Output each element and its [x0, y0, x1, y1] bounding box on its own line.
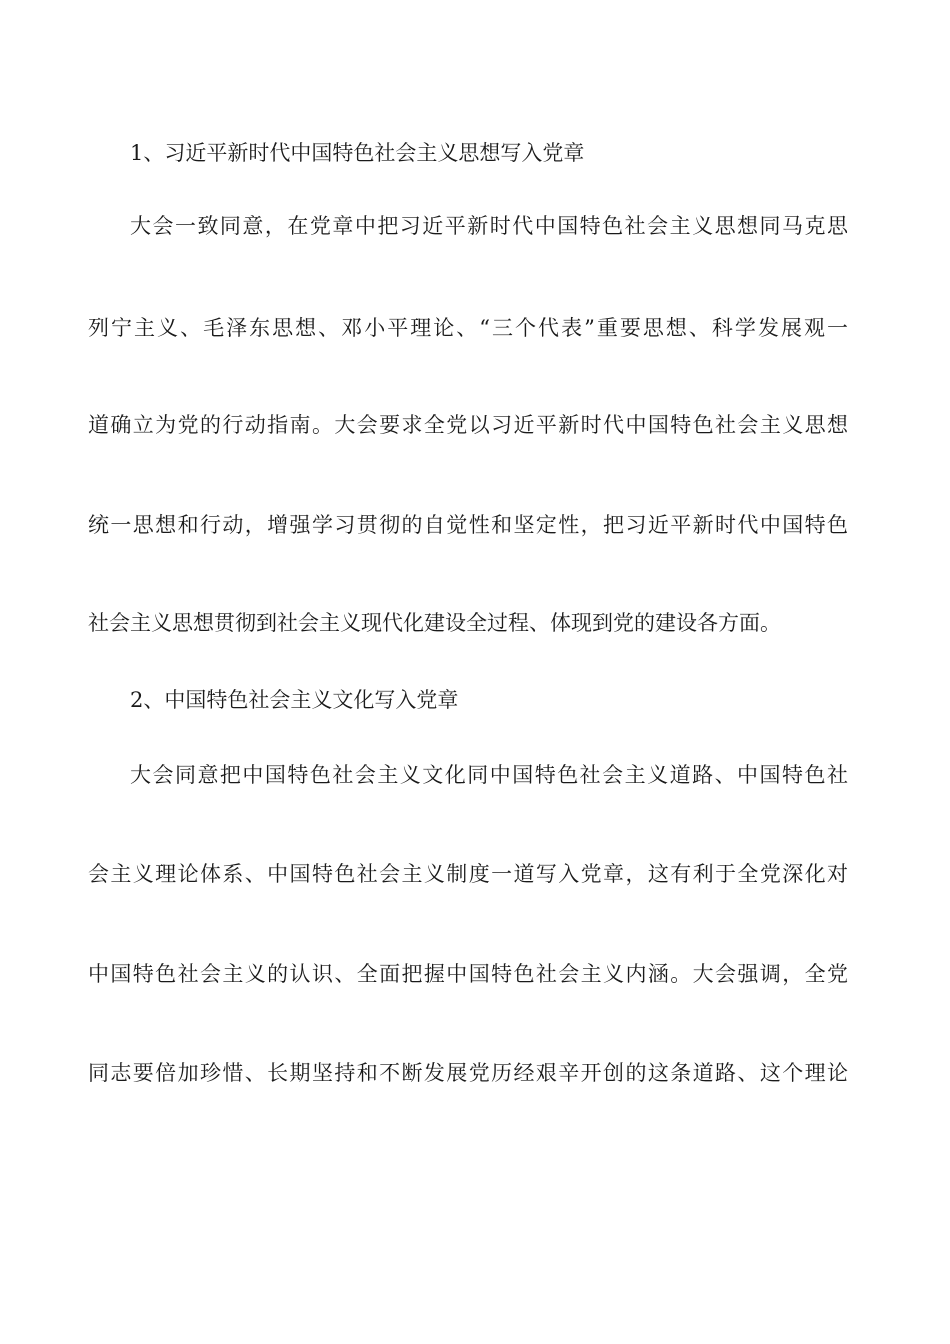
- section-2-paragraph-line: 大会同意把中国特色社会主义文化同中国特色社会主义道路、中国特色社: [130, 763, 848, 787]
- section-1-paragraph-line: 列宁主义、毛泽东思想、邓小平理论、“三个代表”重要思想、科学发展观一: [88, 316, 848, 340]
- section-2-heading: 2、中国特色社会主义文化写入党章: [130, 688, 459, 712]
- section-1-paragraph-line: 统一思想和行动，增强学习贯彻的自觉性和坚定性，把习近平新时代中国特色: [88, 513, 848, 537]
- section-1-paragraph-line: 大会一致同意，在党章中把习近平新时代中国特色社会主义思想同马克思: [130, 214, 848, 238]
- section-1-heading: 1、习近平新时代中国特色社会主义思想写入党章: [130, 141, 585, 165]
- section-1-paragraph-line: 社会主义思想贯彻到社会主义现代化建设全过程、体现到党的建设各方面。: [88, 611, 781, 635]
- section-2-paragraph-line: 中国特色社会主义的认识、全面把握中国特色社会主义内涵。大会强调，全党: [88, 962, 848, 986]
- section-2-paragraph-line: 同志要倍加珍惜、长期坚持和不断发展党历经艰辛开创的这条道路、这个理论: [88, 1061, 848, 1085]
- section-2-paragraph-line: 会主义理论体系、中国特色社会主义制度一道写入党章，这有利于全党深化对: [88, 862, 848, 886]
- section-1-paragraph-line: 道确立为党的行动指南。大会要求全党以习近平新时代中国特色社会主义思想: [88, 413, 848, 437]
